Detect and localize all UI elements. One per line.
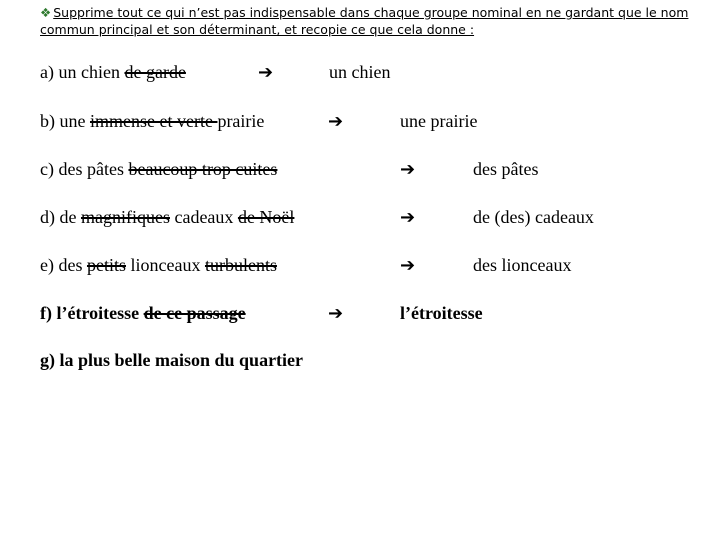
exercise-result: de (des) cadeaux bbox=[473, 207, 594, 227]
exercise-e bbox=[40, 255, 277, 276]
exercise-result: des lionceaux bbox=[473, 255, 572, 275]
exercise-prefix: e) des bbox=[40, 255, 87, 275]
exercise-prefix: d) de bbox=[40, 207, 81, 227]
exercise-a bbox=[40, 62, 186, 83]
arrow-icon: ➔ bbox=[328, 303, 344, 324]
arrow-icon: ➔ bbox=[400, 159, 416, 180]
exercise-result: un chien bbox=[329, 62, 391, 82]
struck-words: magnifiques bbox=[80, 207, 170, 227]
struck-words-2: de Noël bbox=[237, 207, 295, 227]
exercise-result: des pâtes bbox=[473, 159, 539, 179]
exercise-result: l’étroitesse bbox=[400, 303, 483, 323]
diamond-bullet-icon: ❖ bbox=[40, 5, 52, 20]
instruction-text bbox=[40, 4, 700, 38]
struck-words-2: turbulents bbox=[204, 255, 277, 275]
arrow-icon: ➔ bbox=[258, 62, 274, 83]
struck-words: immense et verte bbox=[89, 111, 218, 131]
instruction-body: Supprime tout ce qui n’est pas indispensable dans chaque groupe nominal en ne gardant que le nom commun principal et son déterminant, et recopie ce que cela donne : bbox=[40, 5, 689, 37]
kept-noun: cadeaux bbox=[169, 207, 238, 227]
struck-words: beaucoup trop cuites bbox=[128, 159, 278, 179]
exercise-prefix: a) un chien bbox=[40, 62, 125, 82]
arrow-icon: ➔ bbox=[328, 111, 344, 132]
exercise-f bbox=[40, 303, 246, 324]
kept-noun: lionceaux bbox=[125, 255, 205, 275]
struck-words: de garde bbox=[124, 62, 186, 82]
exercise-prefix: g) la plus belle maison du quartier bbox=[40, 350, 304, 370]
struck-words: de ce passage bbox=[143, 303, 246, 323]
exercise-b bbox=[40, 111, 264, 132]
exercise-prefix: b) une bbox=[40, 111, 90, 131]
exercise-prefix: f) l’étroitesse bbox=[40, 303, 144, 323]
exercise-result: une prairie bbox=[400, 111, 478, 131]
arrow-icon: ➔ bbox=[400, 255, 416, 276]
exercise-c bbox=[40, 159, 277, 180]
exercise-d bbox=[40, 207, 294, 228]
exercise-g bbox=[40, 350, 303, 371]
struck-words: petits bbox=[86, 255, 126, 275]
kept-noun: prairie bbox=[217, 111, 265, 131]
exercise-prefix: c) des pâtes bbox=[40, 159, 129, 179]
arrow-icon: ➔ bbox=[400, 207, 416, 228]
